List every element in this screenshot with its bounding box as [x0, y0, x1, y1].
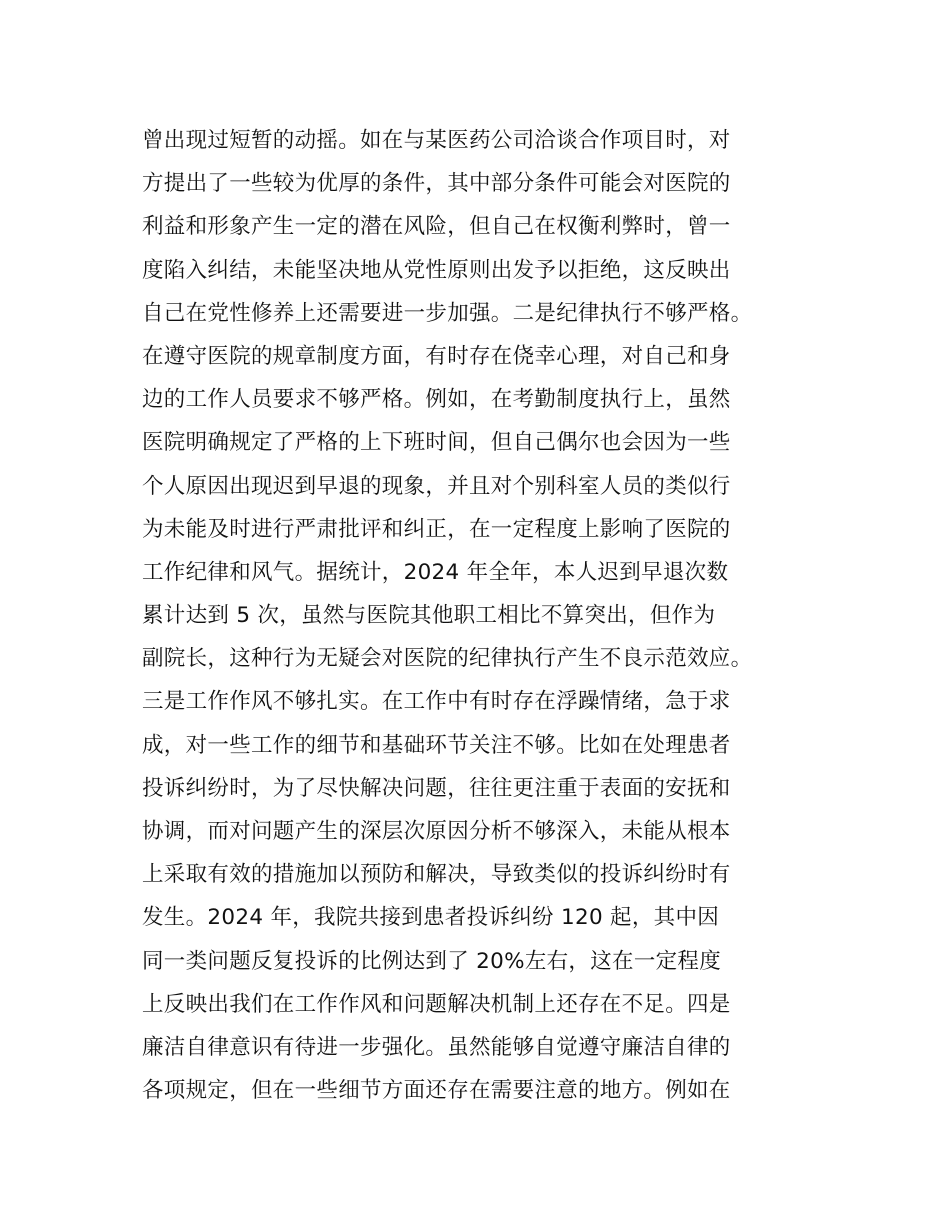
text-line: 副院长，这种行为无疑会对医院的纪律执行产生不良示范效应。 — [142, 646, 753, 672]
text-line: 上采取有效的措施加以预防和解决，导致类似的投诉纠纷时有 — [142, 862, 731, 888]
text-line: 同一类问题反复投诉的比例达到了 20%左右，这在一定程度 — [142, 948, 722, 974]
text-line: 发生。2024 年，我院共接到患者投诉纠纷 120 起，其中因 — [142, 905, 720, 931]
text-line: 度陷入纠结，未能坚决地从党性原则出发予以拒绝，这反映出 — [142, 257, 731, 283]
text-line: 工作纪律和风气。据统计，2024 年全年，本人迟到早退次数 — [142, 559, 729, 585]
text-line: 上反映出我们在工作作风和问题解决机制上还存在不足。四是 — [142, 991, 731, 1017]
text-line: 利益和形象产生一定的潜在风险，但自己在权衡利弊时，曾一 — [142, 214, 731, 240]
text-line: 医院明确规定了严格的上下班时间，但自己偶尔也会因为一些 — [142, 430, 731, 456]
body-text — [142, 119, 832, 1112]
text-line: 投诉纠纷时，为了尽快解决问题，往往更注重于表面的安抚和 — [142, 775, 731, 801]
text-line: 协调，而对问题产生的深层次原因分析不够深入，未能从根本 — [142, 819, 731, 844]
text-line: 为未能及时进行严肃批评和纠正，在一定程度上影响了医院的 — [142, 516, 731, 542]
text-line: 边的工作人员要求不够严格。例如，在考勤制度执行上，虽然 — [142, 387, 731, 413]
text-line: 个人原因出现迟到早退的现象，并且对个别科室人员的类似行 — [142, 473, 731, 499]
text-line: 累计达到 5 次，虽然与医院其他职工相比不算突出，但作为 — [142, 603, 716, 629]
text-line: 在遵守医院的规章制度方面，有时存在侥幸心理，对自己和身 — [142, 343, 731, 369]
text-line: 成，对一些工作的细节和基础环节关注不够。比如在处理患者 — [142, 732, 731, 758]
text-line: 廉洁自律意识有待进一步强化。虽然能够自觉遵守廉洁自律的 — [142, 1034, 731, 1060]
text-line: 方提出了一些较为优厚的条件，其中部分条件可能会对医院的 — [142, 171, 731, 197]
text-line: 各项规定，但在一些细节方面还存在需要注意的地方。例如在 — [142, 1078, 731, 1104]
text-line: 三是工作作风不够扎实。在工作中有时存在浮躁情绪，急于求 — [142, 689, 731, 715]
text-line: 自己在党性修养上还需要进一步加强。二是纪律执行不够严格。 — [142, 300, 753, 326]
text-line: 曾出现过短暂的动摇。如在与某医药公司洽谈合作项目时，对 — [142, 128, 731, 153]
